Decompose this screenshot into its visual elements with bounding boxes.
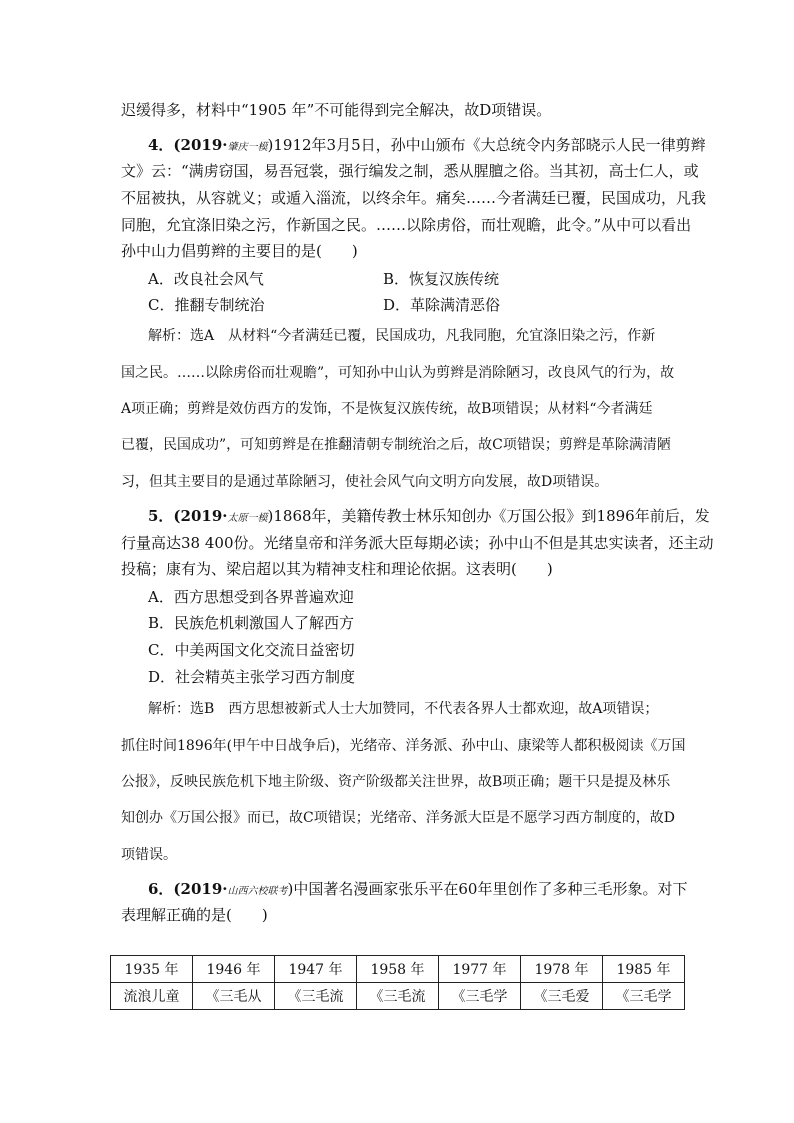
q5-source: 太原一模 — [227, 513, 268, 524]
q4-stem-text: )1912年3月5日，孙中山颁布《大总统令内务部晓示人民一律剪辫 — [267, 136, 706, 154]
q6-stem-line-1 — [148, 880, 687, 901]
table-cell: 1985 年 — [603, 956, 685, 983]
q5-option-a: A．西方思想受到各界普遍欢迎 — [148, 588, 354, 606]
q4-number: 4．(2019· — [148, 136, 228, 154]
q5-explanation-line-4: 知创办《万国公报》而已，故C项错误；光绪帝、洋务派大臣是不愿学习西方制度的，故D — [121, 810, 675, 826]
table-cell: 1977 年 — [439, 956, 521, 983]
table-cell: 《三毛从 — [193, 983, 275, 1010]
q4-stem-line-3: 不屈被执，从容就义；或遁入淄流，以终余年。痛矣……今者满廷已覆，民国成功，凡我 — [121, 189, 707, 207]
table-cell: 1958 年 — [357, 956, 439, 983]
q5-number: 5．(2019· — [148, 507, 228, 525]
table-cell: 《三毛学 — [603, 983, 685, 1010]
sanmao-table — [110, 955, 685, 1010]
q5-explanation-line-5: 项错误。 — [121, 847, 177, 863]
q4-explanation-line-1: 解析：选A 从材料“今者满廷已覆，民国成功，凡我同胞，允宜涤旧染之污，作新 — [148, 328, 656, 344]
table-cell: 1946 年 — [193, 956, 275, 983]
q4-option-d: D．革除满清恶俗 — [383, 296, 501, 314]
q4-explanation-line-2: 国之民。……以除虏俗而壮观瞻”，可知孙中山认为剪辫是消除陋习，改良风气的行为，故 — [121, 365, 675, 381]
q4-explanation-line-4: 已覆，民国成功”，可知剪辫是在推翻清朝专制统治之后，故C项错误；剪辫是革除满清陋 — [121, 437, 671, 453]
q4-explanation-line-5: 习，但其主要目的是通过革除陋习，使社会风气向文明方向发展，故D项错误。 — [121, 474, 609, 490]
q5-option-b: B．民族危机刺激国人了解西方 — [148, 614, 355, 632]
table-cell: 《三毛流 — [275, 983, 357, 1010]
table-cell: 《三毛爱 — [521, 983, 603, 1010]
q4-stem-line-2: 文》云：“满虏窃国，易吾冠裳，强行编发之制，悉从腥膻之俗。当其初，高士仁人，或 — [121, 162, 699, 180]
q6-stem-line-2: 表理解正确的是( ) — [121, 906, 268, 924]
q4-source: 肇庆一模 — [227, 142, 268, 153]
table-cell: 《三毛流 — [357, 983, 439, 1010]
table-cell: 1935 年 — [111, 956, 193, 983]
q4-option-c: C．推翻专制统治 — [148, 296, 265, 314]
table-row-years — [111, 956, 685, 983]
q5-stem-line-3: 投稿；康有为、梁启超以其为精神支柱和理论依据。这表明( ) — [121, 560, 553, 578]
q6-stem-text: )中国著名漫画家张乐平在60年里创作了多种三毛形象。对下 — [287, 880, 688, 898]
q4-stem-line-4: 同胞，允宜涤旧染之污，作新国之民。……以除虏俗，而壮观瞻，此令。”从中可以看出 — [121, 216, 692, 234]
table-cell: 1947 年 — [275, 956, 357, 983]
q6-number: 6．(2019· — [148, 880, 228, 898]
q5-stem-line-1 — [148, 507, 710, 528]
q4-stem-line-5: 孙中山力倡剪辫的主要目的是( ) — [121, 242, 358, 260]
q5-explanation-line-1: 解析：选B 西方思想被新式人士大加赞同，不代表各界人士都欢迎，故A项错误； — [148, 701, 659, 717]
q6-source: 山西六校联考 — [227, 886, 288, 897]
q5-option-c: C．中美两国文化交流日益密切 — [148, 641, 355, 659]
table-cell: 《三毛学 — [439, 983, 521, 1010]
q5-option-d: D．社会精英主张学习西方制度 — [148, 668, 356, 686]
table-cell: 流浪儿童 — [111, 983, 193, 1010]
table-row-works — [111, 983, 685, 1010]
continuation-line: 迟缓得多，材料中“1905 年”不可能得到完全解决，故D项错误。 — [121, 101, 552, 119]
q5-stem-line-2: 行量高达38 400份。光绪皇帝和洋务派大臣每期必读；孙中山不但是其忠实读者，还主动 — [121, 534, 714, 552]
table-cell: 1978 年 — [521, 956, 603, 983]
q4-option-a: A．改良社会风气 — [148, 270, 264, 288]
q4-stem-line-1 — [148, 136, 706, 157]
q5-explanation-line-2: 抓住时间1896年(甲午中日战争后)，光绪帝、洋务派、孙中山、康梁等人都积极阅读《万国 — [121, 738, 686, 754]
q4-explanation-line-3: A项正确；剪辫是效仿西方的发饰，不是恢复汉族传统，故B项错误；从材料“今者满廷 — [121, 401, 653, 417]
q5-stem-text: )1868年，美籍传教士林乐知创办《万国公报》到1896年前后，发 — [267, 507, 710, 525]
q5-explanation-line-3: 公报》，反映民族危机下地主阶级、资产阶级都关注世界，故B项正确；题干只是提及林乐 — [121, 774, 671, 790]
q4-option-b: B．恢复汉族传统 — [383, 270, 500, 288]
